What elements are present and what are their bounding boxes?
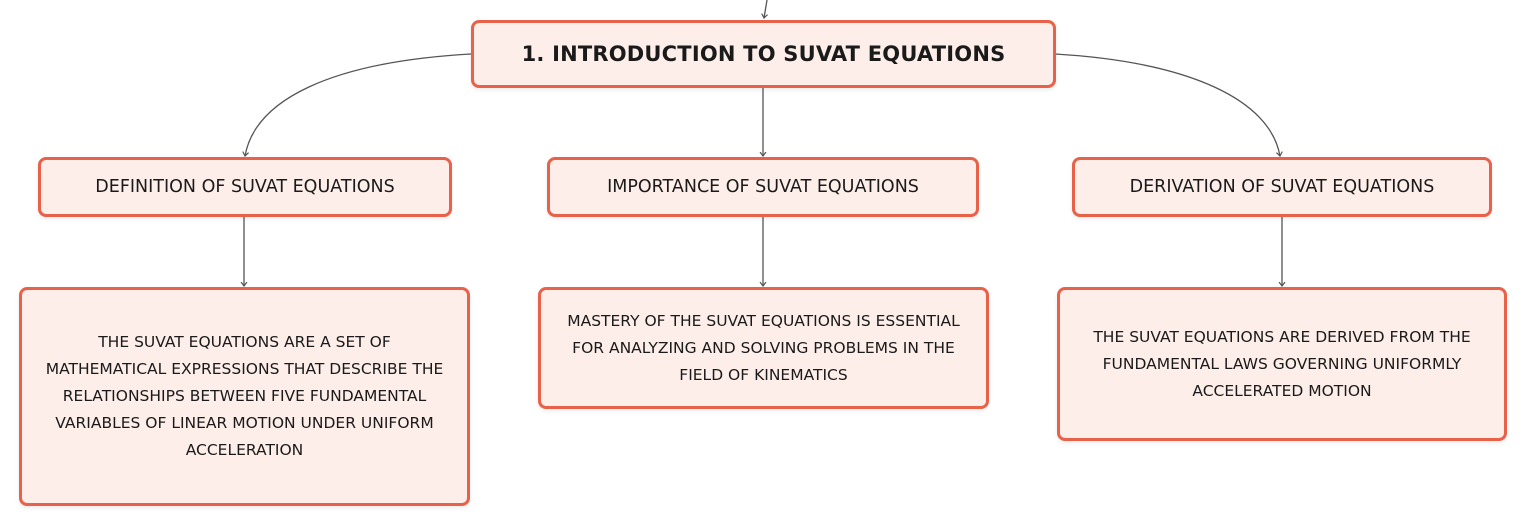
- detail-node-derivation[interactable]: [1057, 287, 1507, 441]
- branch-node-definition[interactable]: [38, 157, 452, 217]
- detail-text-definition: THE SUVAT EQUATIONS ARE A SET OF MATHEMATICAL EXPRESSIONS THAT DESCRIBE THE RELATIONSHIPS BETWEEN FIVE FUNDAMENTAL VARIABLES OF LINEAR MOTION UNDER UNIFORM ACCELERATION: [45, 333, 444, 459]
- incoming-connector: [764, 0, 767, 18]
- branch-node-derivation[interactable]: [1072, 157, 1492, 217]
- detail-text-importance: MASTERY OF THE SUVAT EQUATIONS IS ESSENTIAL FOR ANALYZING AND SOLVING PROBLEMS IN THE FIELD OF KINEMATICS: [567, 311, 960, 384]
- detail-node-definition[interactable]: [19, 287, 470, 506]
- detail-text-derivation: THE SUVAT EQUATIONS ARE DERIVED FROM THE FUNDAMENTAL LAWS GOVERNING UNIFORMLY ACCELERATED MOTION: [1093, 327, 1471, 400]
- branch-node-importance[interactable]: [547, 157, 979, 217]
- root-to-definition-connector: [245, 54, 471, 156]
- root-node[interactable]: [471, 20, 1056, 88]
- root-to-derivation-connector: [1055, 54, 1280, 156]
- detail-node-importance[interactable]: [538, 287, 989, 409]
- root-label: 1. INTRODUCTION TO SUVAT EQUATIONS: [521, 42, 1006, 66]
- branch-label-importance: IMPORTANCE OF SUVAT EQUATIONS: [607, 177, 919, 197]
- branch-label-definition: DEFINITION OF SUVAT EQUATIONS: [95, 177, 395, 197]
- branch-label-derivation: DERIVATION OF SUVAT EQUATIONS: [1129, 177, 1435, 197]
